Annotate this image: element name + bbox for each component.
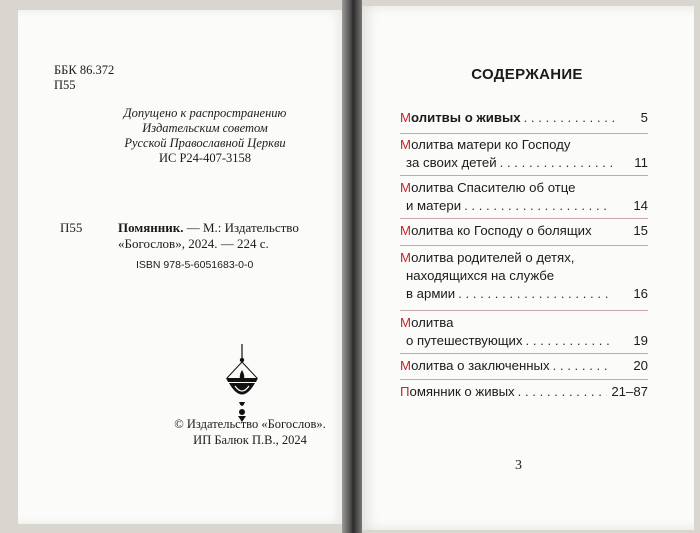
toc-item[interactable]: [400, 109, 648, 127]
toc-item[interactable]: [400, 383, 648, 401]
toc-item[interactable]: [400, 249, 648, 303]
toc-item-text: олитва: [411, 315, 454, 330]
toc-item-text: и матери: [406, 198, 462, 213]
catalog-code: П55: [60, 220, 83, 235]
toc-leader: [497, 154, 613, 172]
toc-item[interactable]: [400, 314, 648, 350]
toc-initial: П: [400, 384, 410, 399]
toc-initial: М: [400, 180, 412, 195]
toc-item-text: олитва Спасителю об отце: [411, 180, 576, 195]
toc-separator: [400, 175, 648, 176]
book-gutter: [342, 0, 362, 533]
toc-page-number: 20: [633, 358, 648, 373]
toc-leader: [521, 109, 619, 127]
catalog-title: Помянник.: [118, 220, 184, 235]
toc-leader: [515, 383, 608, 401]
toc-item[interactable]: [400, 179, 648, 215]
toc-separator: [400, 379, 648, 380]
toc-item-text: олитва родителей о детях,: [411, 250, 575, 265]
toc-item-text: олитвы о живых: [411, 110, 521, 125]
toc-item-text: о путешествующих: [406, 333, 523, 348]
imprint-line: ИП Балюк П.В., 2024: [193, 433, 307, 447]
toc-item[interactable]: [400, 136, 648, 172]
bbk-code: ББК 86.372: [54, 63, 115, 77]
toc-item-text: находящихся на службе: [406, 268, 555, 283]
toc-initial: М: [400, 250, 412, 265]
toc-page-number: 11: [634, 155, 648, 170]
toc-separator: [400, 310, 648, 311]
toc-page-number: 16: [633, 286, 648, 301]
toc-page-number: 15: [633, 223, 648, 238]
toc-title: СОДЕРЖАНИЕ: [471, 66, 583, 83]
approval-line: Допущено к распространению: [123, 106, 287, 120]
toc-leader: [461, 197, 611, 215]
toc-separator: [400, 133, 648, 134]
is-number: ИС Р24-407-3158: [158, 151, 252, 165]
toc-separator: [400, 353, 648, 354]
page-number: 3: [515, 458, 522, 473]
imprint: [160, 416, 340, 448]
toc-initial: М: [400, 315, 412, 330]
toc-leader: [550, 357, 612, 375]
lamp-icon: [222, 344, 262, 422]
toc-separator: [400, 218, 648, 219]
toc-leader: [455, 285, 611, 303]
imprint-line: © Издательство «Богослов».: [174, 417, 326, 431]
toc-initial: М: [400, 358, 412, 373]
catalog-publisher: — М.: Издательство: [183, 220, 299, 235]
toc-item-text: олитва о заключенных: [411, 358, 550, 373]
toc-item-text: в армии: [406, 286, 456, 301]
toc-item[interactable]: [400, 357, 648, 375]
toc-item-text: за своих детей: [406, 155, 497, 170]
isbn: ISBN 978-5-6051683-0-0: [136, 259, 254, 271]
approval-block: [90, 106, 320, 151]
toc-item-text: олитва матери ко Господу: [411, 137, 571, 152]
toc-initial: М: [400, 110, 411, 125]
toc-item[interactable]: [400, 222, 648, 240]
catalog-entry: [118, 220, 338, 252]
toc-page-number: 5: [640, 110, 648, 125]
approval-line: Русской Православной Церкви: [124, 136, 286, 150]
toc-page-number: 21–87: [611, 384, 648, 399]
toc-item-text: олитва ко Господу о болящих: [411, 223, 592, 238]
toc-initial: М: [400, 137, 412, 152]
author-code: П55: [54, 78, 76, 92]
toc-leader: [523, 332, 612, 350]
toc-page-number: 14: [633, 198, 648, 213]
toc-initial: М: [400, 223, 412, 238]
toc-item-text: омянник о живых: [409, 384, 515, 399]
catalog-details: «Богослов», 2024. — 224 с.: [118, 236, 269, 251]
approval-line: Издательским советом: [142, 121, 268, 135]
toc-separator: [400, 245, 648, 246]
toc-page-number: 19: [633, 333, 648, 348]
